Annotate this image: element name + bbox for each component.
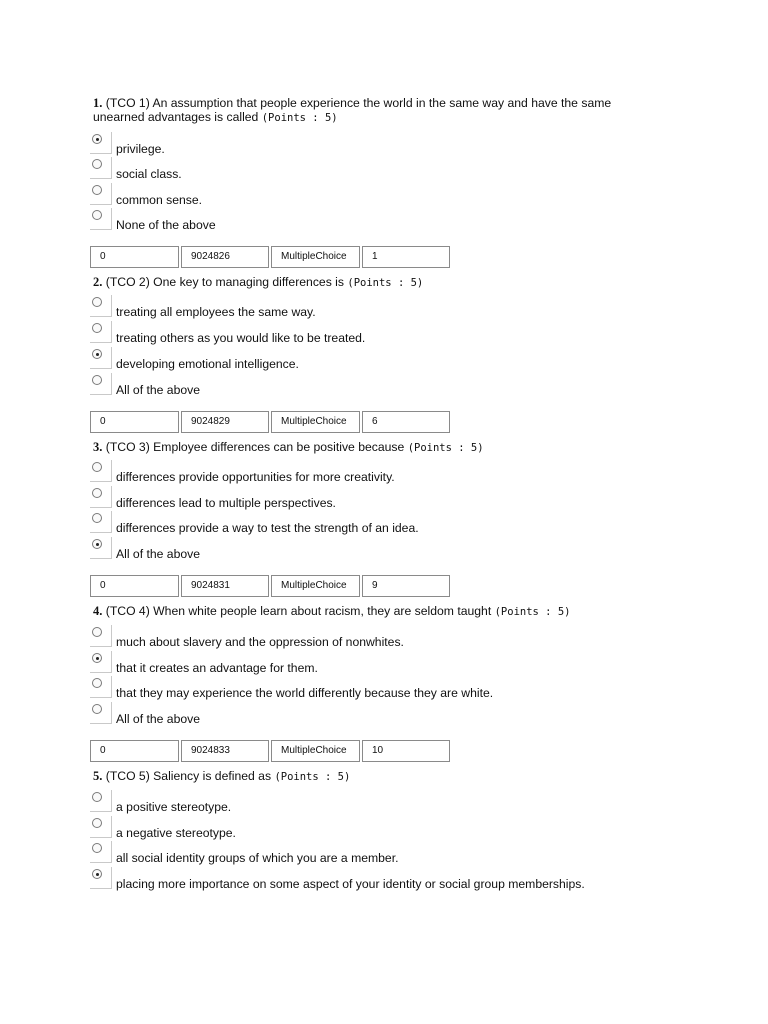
answer-option[interactable] [90, 867, 650, 889]
answer-label: treating all employees the same way. [116, 305, 316, 319]
meta-question-id: 9024826 [181, 246, 269, 268]
question-points: (Points : 5) [261, 112, 338, 124]
question-prompt: (TCO 2) One key to managing differences is [105, 275, 344, 289]
meta-score: 0 [90, 246, 179, 268]
question-4 [93, 604, 653, 619]
radio-button[interactable] [92, 159, 102, 169]
meta-score: 0 [90, 575, 179, 597]
radio-button[interactable] [92, 185, 102, 195]
question-number: 2. [93, 275, 103, 289]
meta-question-type: MultipleChoice [271, 740, 360, 762]
answer-option[interactable] [90, 651, 650, 673]
answer-label: differences provide a way to test the strength of an idea. [116, 521, 419, 535]
answer-label: much about slavery and the oppression of nonwhites. [116, 635, 404, 649]
answer-option[interactable] [90, 183, 650, 205]
answer-label: All of the above [116, 547, 201, 561]
question-prompt: (TCO 5) Saliency is defined as [105, 769, 272, 783]
answer-label: a negative stereotype. [116, 826, 236, 840]
answer-option[interactable] [90, 157, 650, 179]
meta-question-type: MultipleChoice [271, 411, 360, 433]
answer-label: privilege. [116, 142, 165, 156]
question-meta-row [90, 740, 450, 762]
question-text [93, 769, 653, 784]
meta-answer-id: 10 [362, 740, 450, 762]
radio-button[interactable] [92, 297, 102, 307]
question-text [93, 275, 653, 290]
question-number: 3. [93, 440, 103, 454]
answer-label: differences provide opportunities for more creativity. [116, 470, 395, 484]
radio-button[interactable] [92, 653, 102, 663]
meta-question-id: 9024831 [181, 575, 269, 597]
answer-label: placing more importance on some aspect of your identity or social group memberships. [116, 877, 585, 891]
meta-answer-id: 6 [362, 411, 450, 433]
question-meta-row [90, 575, 450, 597]
question-points: (Points : 5) [274, 771, 351, 783]
answer-label: treating others as you would like to be treated. [116, 331, 366, 345]
meta-question-id: 9024829 [181, 411, 269, 433]
radio-button[interactable] [92, 210, 102, 220]
answer-label: None of the above [116, 218, 216, 232]
answer-label: that it creates an advantage for them. [116, 661, 318, 675]
question-text [93, 96, 653, 125]
radio-button[interactable] [92, 627, 102, 637]
radio-button[interactable] [92, 462, 102, 472]
question-points: (Points : 5) [494, 606, 571, 618]
answer-option[interactable] [90, 841, 650, 863]
question-1 [93, 96, 653, 125]
answer-option[interactable] [90, 132, 650, 154]
meta-answer-id: 1 [362, 246, 450, 268]
answer-option[interactable] [90, 486, 650, 508]
answer-option[interactable] [90, 208, 650, 230]
question-points: (Points : 5) [347, 277, 424, 289]
question-2 [93, 275, 653, 290]
question-number: 4. [93, 604, 103, 618]
answer-option[interactable] [90, 702, 650, 724]
answer-label: All of the above [116, 712, 201, 726]
radio-button[interactable] [92, 704, 102, 714]
meta-score: 0 [90, 740, 179, 762]
answer-label: all social identity groups of which you are a member. [116, 851, 399, 865]
answer-option[interactable] [90, 816, 650, 838]
question-number: 5. [93, 769, 103, 783]
question-points: (Points : 5) [407, 442, 484, 454]
answer-option[interactable] [90, 373, 650, 395]
radio-button[interactable] [92, 375, 102, 385]
meta-answer-id: 9 [362, 575, 450, 597]
meta-question-type: MultipleChoice [271, 246, 360, 268]
radio-button[interactable] [92, 843, 102, 853]
answer-option[interactable] [90, 790, 650, 812]
question-number: 1. [93, 96, 103, 110]
meta-question-id: 9024833 [181, 740, 269, 762]
radio-button[interactable] [92, 488, 102, 498]
question-meta-row [90, 411, 450, 433]
meta-score: 0 [90, 411, 179, 433]
radio-button[interactable] [92, 869, 102, 879]
answer-option[interactable] [90, 625, 650, 647]
radio-button[interactable] [92, 678, 102, 688]
answer-option[interactable] [90, 460, 650, 482]
answer-label: developing emotional intelligence. [116, 357, 299, 371]
answer-option[interactable] [90, 347, 650, 369]
answer-label: common sense. [116, 193, 203, 207]
radio-button[interactable] [92, 539, 102, 549]
radio-button[interactable] [92, 134, 102, 144]
radio-button[interactable] [92, 323, 102, 333]
answer-label: that they may experience the world differently because they are white. [116, 686, 494, 700]
answer-option[interactable] [90, 676, 650, 698]
answer-label: social class. [116, 167, 182, 181]
radio-button[interactable] [92, 513, 102, 523]
question-meta-row [90, 246, 450, 268]
radio-button[interactable] [92, 349, 102, 359]
answer-option[interactable] [90, 511, 650, 533]
question-prompt: (TCO 3) Employee differences can be positive because [105, 440, 405, 454]
answer-option[interactable] [90, 295, 650, 317]
radio-button[interactable] [92, 818, 102, 828]
answer-label: differences lead to multiple perspectives. [116, 496, 336, 510]
question-text [93, 604, 653, 619]
meta-question-type: MultipleChoice [271, 575, 360, 597]
radio-button[interactable] [92, 792, 102, 802]
question-5 [93, 769, 653, 784]
answer-label: All of the above [116, 383, 201, 397]
question-3 [93, 440, 653, 455]
question-text [93, 440, 653, 455]
answer-option[interactable] [90, 321, 650, 343]
answer-option[interactable] [90, 537, 650, 559]
answer-label: a positive stereotype. [116, 800, 232, 814]
question-prompt: (TCO 4) When white people learn about racism, they are seldom taught [105, 604, 492, 618]
question-prompt: (TCO 1) An assumption that people experience the world in the same way and have the same unearned advantages is called [93, 96, 612, 124]
